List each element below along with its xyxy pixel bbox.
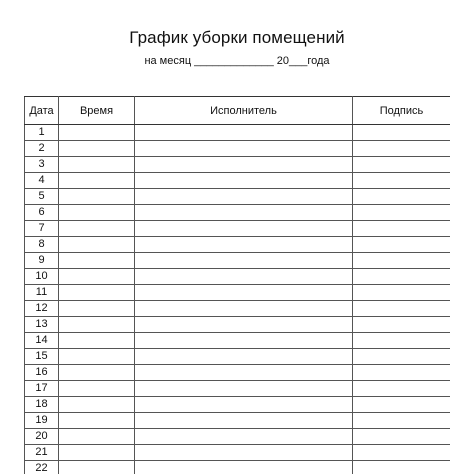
date-cell: 17 [25, 381, 59, 397]
time-cell[interactable] [59, 237, 135, 253]
signature-cell[interactable] [353, 333, 451, 349]
signature-cell[interactable] [353, 301, 451, 317]
date-cell: 4 [25, 173, 59, 189]
table-row [25, 397, 451, 413]
executor-cell[interactable] [135, 397, 353, 413]
table-row [25, 173, 451, 189]
document-subtitle: на месяц _____________ 20___года [144, 55, 330, 67]
date-cell: 12 [25, 301, 59, 317]
executor-cell[interactable] [135, 461, 353, 474]
signature-cell[interactable] [353, 349, 451, 365]
date-cell: 2 [25, 141, 59, 157]
table-row [25, 205, 451, 221]
column-header-time: Время [59, 97, 135, 125]
date-cell: 3 [25, 157, 59, 173]
executor-cell[interactable] [135, 269, 353, 285]
table-body [25, 125, 451, 474]
signature-cell[interactable] [353, 317, 451, 333]
time-cell[interactable] [59, 173, 135, 189]
table-row [25, 189, 451, 205]
schedule-table-container [24, 96, 450, 474]
table-row [25, 301, 451, 317]
signature-cell[interactable] [353, 365, 451, 381]
date-cell: 15 [25, 349, 59, 365]
executor-cell[interactable] [135, 189, 353, 205]
column-header-date: Дата [25, 97, 59, 125]
signature-cell[interactable] [353, 221, 451, 237]
date-cell: 21 [25, 445, 59, 461]
table-row [25, 429, 451, 445]
time-cell[interactable] [59, 429, 135, 445]
time-cell[interactable] [59, 349, 135, 365]
executor-cell[interactable] [135, 413, 353, 429]
time-cell[interactable] [59, 221, 135, 237]
table-header-row [25, 97, 451, 125]
date-cell: 11 [25, 285, 59, 301]
executor-cell[interactable] [135, 221, 353, 237]
executor-cell[interactable] [135, 429, 353, 445]
time-cell[interactable] [59, 189, 135, 205]
time-cell[interactable] [59, 157, 135, 173]
executor-cell[interactable] [135, 205, 353, 221]
table-row [25, 445, 451, 461]
date-cell: 18 [25, 397, 59, 413]
column-header-executor: Исполнитель [135, 97, 353, 125]
executor-cell[interactable] [135, 349, 353, 365]
table-row [25, 413, 451, 429]
time-cell[interactable] [59, 253, 135, 269]
signature-cell[interactable] [353, 285, 451, 301]
date-cell: 22 [25, 461, 59, 474]
executor-cell[interactable] [135, 253, 353, 269]
executor-cell[interactable] [135, 365, 353, 381]
signature-cell[interactable] [353, 157, 451, 173]
date-cell: 9 [25, 253, 59, 269]
time-cell[interactable] [59, 317, 135, 333]
time-cell[interactable] [59, 461, 135, 474]
signature-cell[interactable] [353, 429, 451, 445]
executor-cell[interactable] [135, 333, 353, 349]
signature-cell[interactable] [353, 237, 451, 253]
date-cell: 20 [25, 429, 59, 445]
table-row [25, 461, 451, 474]
table-row [25, 285, 451, 301]
time-cell[interactable] [59, 365, 135, 381]
signature-cell[interactable] [353, 141, 451, 157]
executor-cell[interactable] [135, 173, 353, 189]
signature-cell[interactable] [353, 397, 451, 413]
table-row [25, 237, 451, 253]
date-cell: 10 [25, 269, 59, 285]
table-row [25, 349, 451, 365]
date-cell: 14 [25, 333, 59, 349]
signature-cell[interactable] [353, 269, 451, 285]
signature-cell[interactable] [353, 253, 451, 269]
table-row [25, 333, 451, 349]
signature-cell[interactable] [353, 173, 451, 189]
executor-cell[interactable] [135, 301, 353, 317]
date-cell: 16 [25, 365, 59, 381]
time-cell[interactable] [59, 285, 135, 301]
time-cell[interactable] [59, 397, 135, 413]
table-row [25, 157, 451, 173]
table-row [25, 381, 451, 397]
table-row [25, 125, 451, 141]
time-cell[interactable] [59, 445, 135, 461]
table-row [25, 253, 451, 269]
time-cell[interactable] [59, 205, 135, 221]
signature-cell[interactable] [353, 205, 451, 221]
date-cell: 13 [25, 317, 59, 333]
table-row [25, 141, 451, 157]
executor-cell[interactable] [135, 317, 353, 333]
document-title: График уборки помещений [129, 28, 345, 47]
date-cell: 1 [25, 125, 59, 141]
executor-cell[interactable] [135, 237, 353, 253]
cleaning-schedule-table [24, 96, 450, 474]
time-cell[interactable] [59, 333, 135, 349]
column-header-signature: Подпись [353, 97, 451, 125]
executor-cell[interactable] [135, 445, 353, 461]
date-cell: 7 [25, 221, 59, 237]
table-row [25, 317, 451, 333]
date-cell: 8 [25, 237, 59, 253]
date-cell: 5 [25, 189, 59, 205]
time-cell[interactable] [59, 125, 135, 141]
time-cell[interactable] [59, 301, 135, 317]
time-cell[interactable] [59, 269, 135, 285]
signature-cell[interactable] [353, 445, 451, 461]
table-row [25, 221, 451, 237]
date-cell: 6 [25, 205, 59, 221]
executor-cell[interactable] [135, 381, 353, 397]
time-cell[interactable] [59, 381, 135, 397]
signature-cell[interactable] [353, 125, 451, 141]
date-cell: 19 [25, 413, 59, 429]
executor-cell[interactable] [135, 141, 353, 157]
executor-cell[interactable] [135, 125, 353, 141]
executor-cell[interactable] [135, 285, 353, 301]
signature-cell[interactable] [353, 413, 451, 429]
time-cell[interactable] [59, 413, 135, 429]
signature-cell[interactable] [353, 461, 451, 474]
signature-cell[interactable] [353, 189, 451, 205]
signature-cell[interactable] [353, 381, 451, 397]
table-row [25, 269, 451, 285]
time-cell[interactable] [59, 141, 135, 157]
executor-cell[interactable] [135, 157, 353, 173]
table-row [25, 365, 451, 381]
